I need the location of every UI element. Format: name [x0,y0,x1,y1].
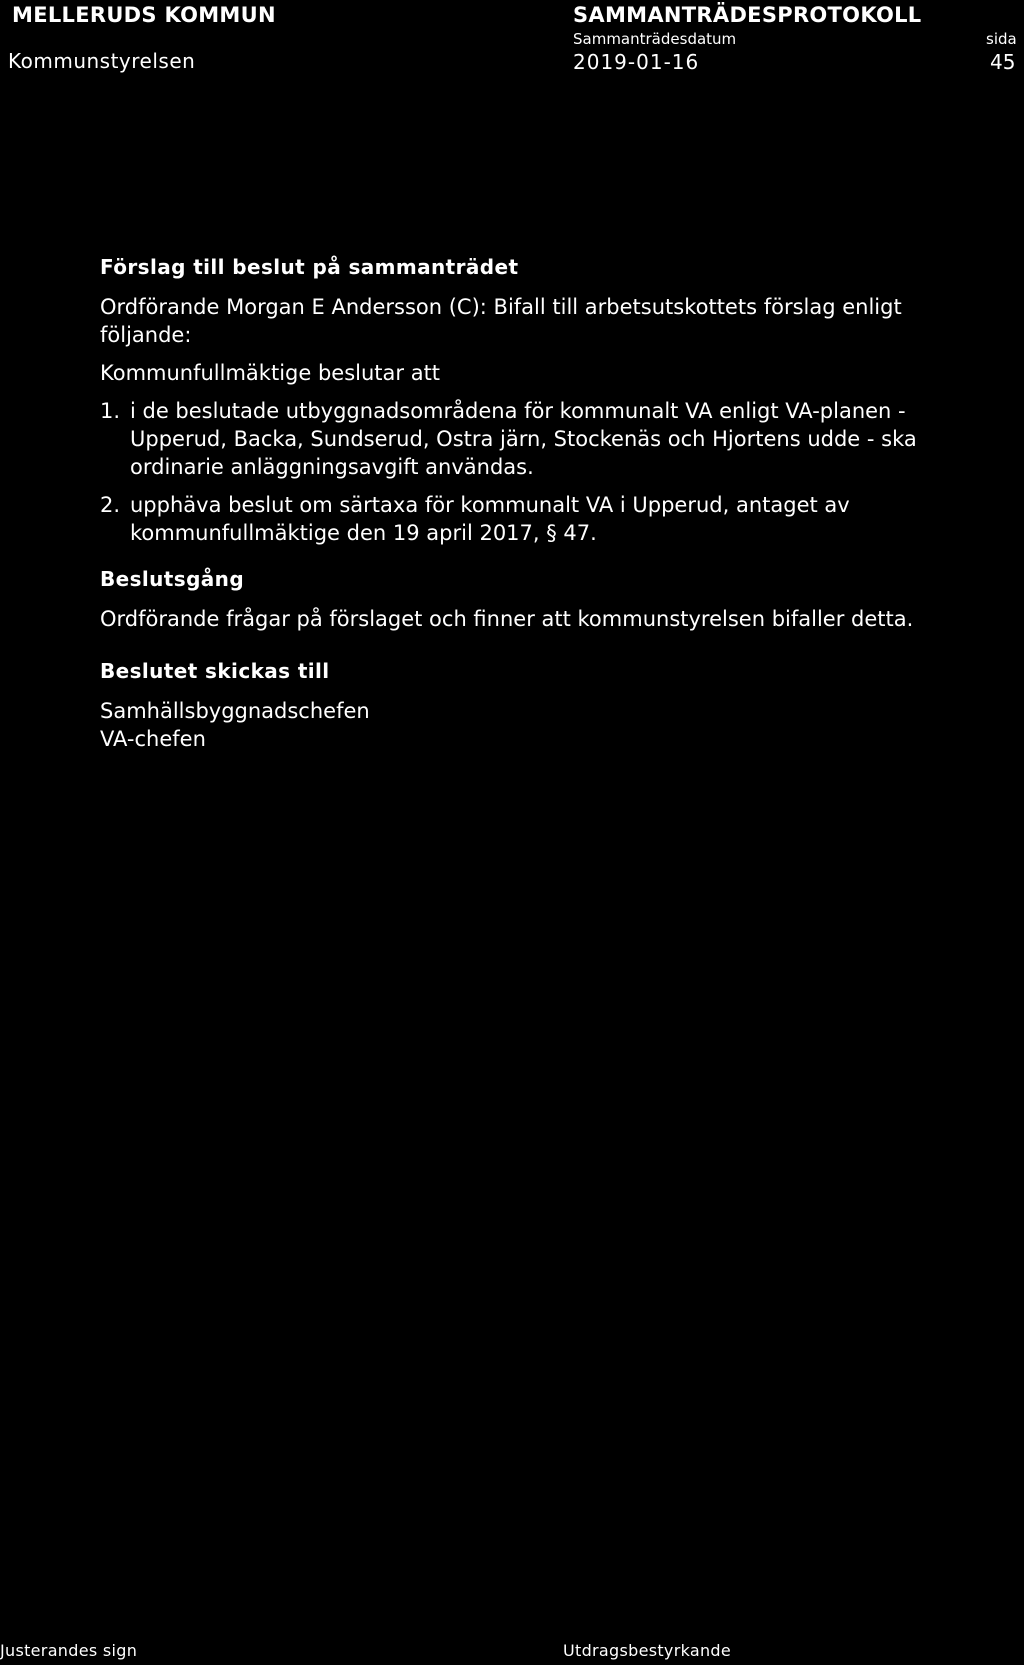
list-item [100,491,980,547]
decision-process-heading: Beslutsgång [100,567,245,591]
proposal-heading: Förslag till beslut på sammanträdet [100,255,519,279]
meeting-date: 2019-01-16 [573,50,700,74]
list-item [100,397,980,481]
recipients-heading: Beslutet skickas till [100,659,330,683]
recipient: VA-chefen [100,727,206,751]
list-item-text: upphäva beslut om särtaxa för kommunalt VA i Upperud, antaget av kommunfullmäktige den 19 april 2017, § 47. [130,493,850,545]
document-type: SAMMANTRÄDESPROTOKOLL [573,3,922,27]
protocol-body [100,253,980,753]
list-item-number: 1. [100,399,121,423]
certification-field-label: Utdragsbestyrkande [563,1641,732,1660]
proposal-intro: Ordförande Morgan E Andersson (C): Bifall till arbetsutskottets förslag enligt följande: [100,295,902,347]
list-item-number: 2. [100,493,121,517]
page-number: 45 [990,50,1016,74]
page-label: sida [986,30,1017,48]
list-item-text: i de beslutade utbyggnadsområdena för kommunalt VA enligt VA-planen - Upperud, Backa, Sundserud, Ostra järn, Stockenäs och Hjortens udde - ska ordinarie anläggningsavgift användas. [130,399,917,479]
recipient: Samhällsbyggnadschefen [100,699,370,723]
signature-field-label: Justerandes sign [0,1641,138,1660]
organization-name: MELLERUDS KOMMUN [12,3,276,27]
decision-list [100,397,980,547]
proposal-lead: Kommunfullmäktige beslutar att [100,361,441,385]
board-name: Kommunstyrelsen [8,49,196,73]
meeting-date-label: Sammanträdesdatum [573,30,737,48]
recipients-list [100,697,980,753]
decision-process-text: Ordförande frågar på förslaget och finner att kommunstyrelsen bifaller detta. [100,607,914,631]
